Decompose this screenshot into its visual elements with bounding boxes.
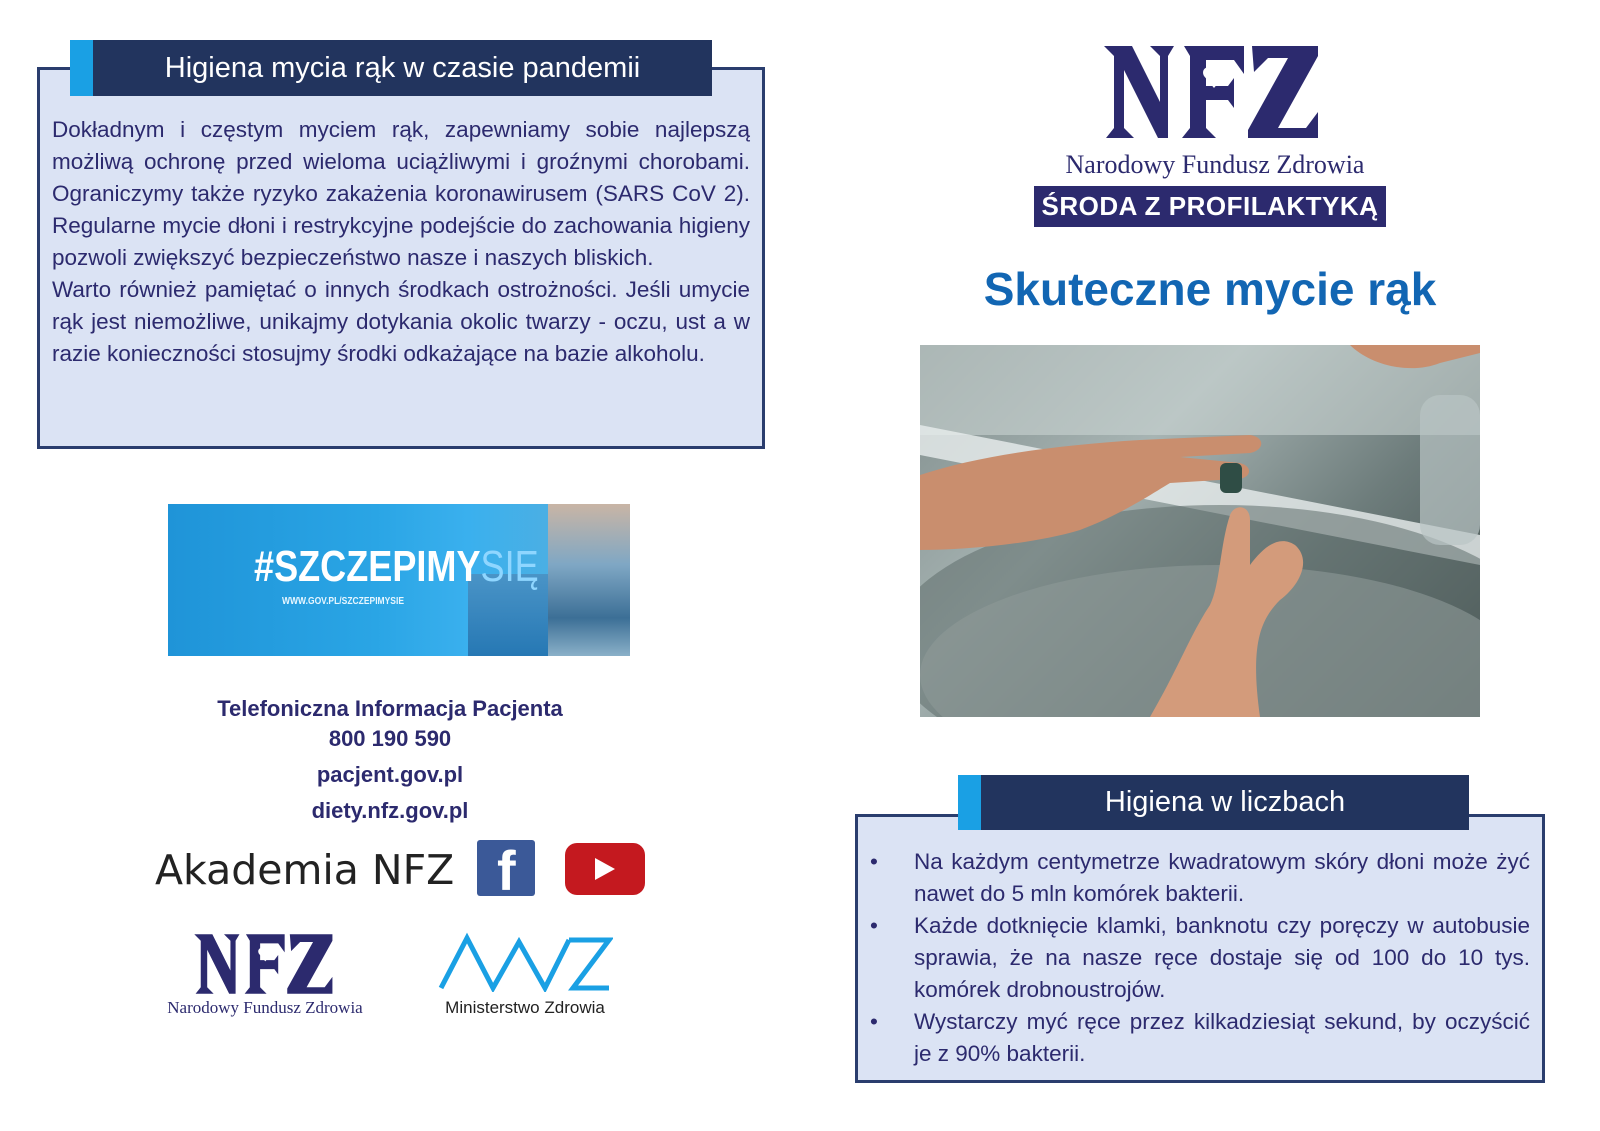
phone-number[interactable]: 800 190 590 — [328, 726, 452, 751]
nfz-logo — [1102, 40, 1322, 144]
hygiene-box-header — [70, 40, 712, 96]
list-item — [865, 910, 1530, 1006]
list-item-text: Każde dotknięcie klamki, banknotu czy poręczy w autobusie sprawia, że na nasze ręce dostaje się od 100 do 10 tys. komórek drobnoustrojów. — [914, 913, 1530, 1002]
stats-box-header — [958, 775, 1469, 830]
banner-photo-people — [548, 504, 630, 656]
hygiene-paragraph-2: Warto również pamiętać o innych środkach ostrożności. Jeśli umycie rąk jest niemożliwe, unikajmy dotykania okolic twarzy - oczu, ust a w razie konieczności stosujmy środki odkażające na bazie alkoholu. — [52, 277, 750, 366]
stats-box-title: Higiena w liczbach — [1104, 786, 1346, 818]
nfz-logo-small — [193, 930, 335, 998]
link-pacjent[interactable]: pacjent.gov.pl — [316, 762, 464, 787]
hygiene-box-title: Higiena mycia rąk w czasie pandemii — [164, 52, 641, 84]
stats-list — [865, 846, 1530, 1070]
facebook-icon[interactable]: f — [477, 840, 535, 896]
hygiene-paragraph-1: Dokładnym i częstym myciem rąk, zapewniamy sobie najlepszą możliwą ochronę przed wieloma uciążliwymi i groźnymi chorobami. Ograniczymy także ryzyko zakażenia koronawirusem (SARS CoV 2). Regularne mycie dłoni i restrykcyjne podejście do zachowania higieny pozwoli zwiększyć bezpieczeństwo nasze i naszych bliskich. — [52, 117, 750, 270]
list-item — [865, 1006, 1530, 1070]
nfz-logo-caption: Narodowy Fundusz Zdrowia — [167, 998, 363, 1017]
page-headline: Skuteczne mycie rąk — [983, 263, 1437, 315]
banner-url: WWW.GOV.PL/SZCZEPIMYSIE — [282, 596, 405, 607]
list-item — [865, 846, 1530, 910]
list-item-text: Wystarczy myć ręce przez kilkadziesiąt sekund, by oczyścić je z 90% bakterii. — [914, 1009, 1530, 1066]
campaign-badge: ŚRODA Z PROFILAKTYKĄ — [1034, 186, 1386, 227]
akademia-nfz-label[interactable]: Akademia NFZ — [155, 846, 455, 894]
youtube-icon[interactable] — [565, 843, 645, 895]
banner-hashtag-main: #SZCZEPIMY — [254, 542, 481, 591]
bullet: • — [870, 849, 878, 874]
link-diety[interactable]: diety.nfz.gov.pl — [311, 798, 469, 823]
list-item-text: Na każdym centymetrze kwadratowym skóry dłoni może żyć nawet do 5 mln komórek bakterii. — [914, 849, 1530, 906]
patient-info-line: Telefoniczna Informacja Pacjenta — [217, 696, 563, 721]
ministry-caption: Ministerstwo Zdrowia — [445, 998, 605, 1017]
banner-hashtag — [254, 542, 539, 592]
bullet: • — [870, 1009, 878, 1034]
banner-hashtag-suffix: SIĘ — [480, 542, 539, 591]
hygiene-box-text — [52, 114, 750, 370]
handwashing-photo — [920, 345, 1480, 717]
header-accent — [958, 775, 981, 830]
bullet: • — [870, 913, 878, 938]
nfz-full-name: Narodowy Fundusz Zdrowia — [1065, 150, 1365, 179]
ministry-of-health-logo — [437, 932, 613, 992]
vaccination-banner[interactable] — [168, 504, 630, 656]
header-accent — [70, 40, 93, 96]
